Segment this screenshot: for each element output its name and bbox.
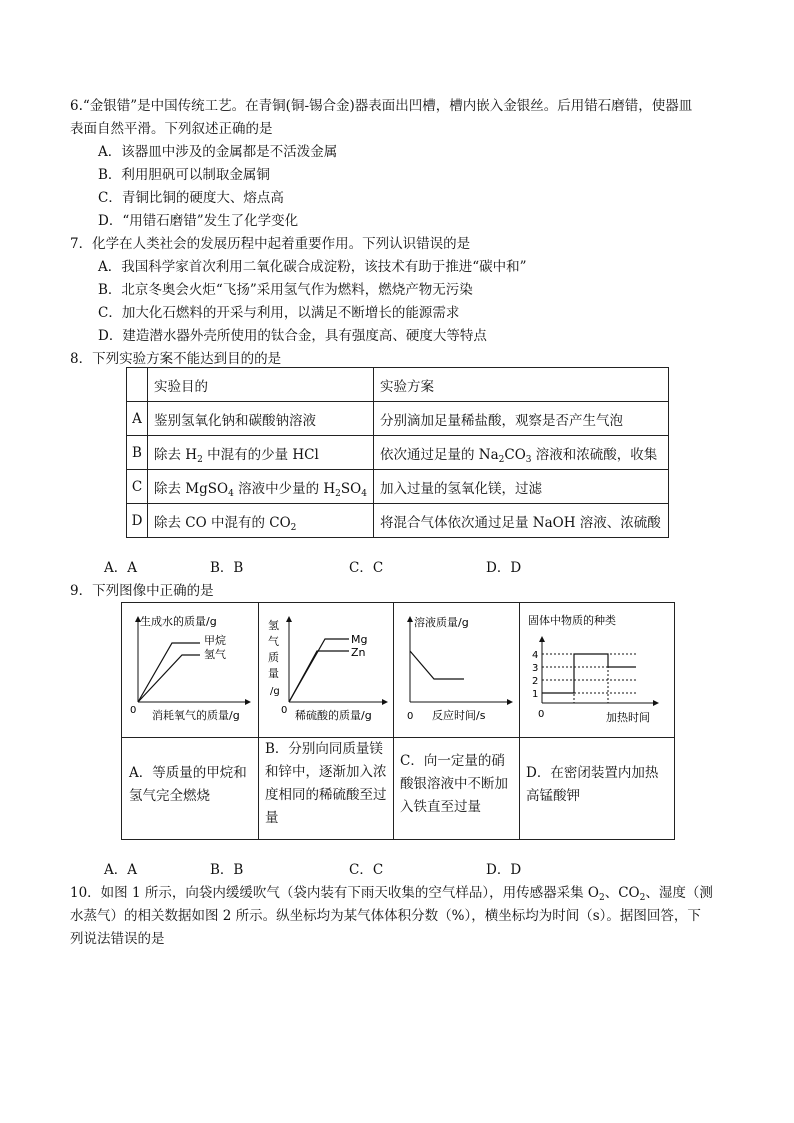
- q7-option-d: D．建造潜水器外壳所使用的钛合金，具有强度高、硬度大等特点: [98, 328, 487, 344]
- y-axis-label-char: /g: [270, 686, 280, 697]
- row-scheme: 分别滴加足量稀盐酸，观察是否产生气泡: [373, 402, 668, 436]
- q9-answer-c: C．C: [349, 862, 384, 878]
- row-label: C: [127, 470, 148, 504]
- q6-stem-line1: 6.“金银错”是中国传统工艺。在青铜(铜-锡合金)器表面出凹槽，槽内嵌入金银丝。后用错石磨错，使器皿: [70, 98, 693, 114]
- tick-label: 3: [532, 663, 539, 674]
- series-label-zn: Zn: [351, 646, 366, 659]
- q9-graph-grid: [121, 602, 675, 840]
- q6-option-d: D．“用错石磨错”发生了化学变化: [98, 213, 299, 229]
- q8-answer-c: C．C: [349, 560, 384, 576]
- q6-option-c: C．青铜比铜的硬度大、熔点高: [98, 190, 284, 206]
- tick-label: 4: [532, 650, 539, 661]
- q6-option-b: B．利用胆矾可以制取金属铜: [98, 167, 270, 183]
- y-axis-label-char: 气: [268, 635, 279, 648]
- origin-label: 0: [538, 709, 545, 720]
- q9-answer-d: D．D: [486, 862, 522, 878]
- series-line-mg: [289, 639, 349, 702]
- series-line-hydrogen: [138, 655, 200, 702]
- graph-a: [122, 603, 258, 737]
- table-row: [127, 402, 669, 436]
- series-label-methane: 甲烷: [204, 634, 226, 647]
- y-axis-label-char: 氢: [268, 619, 279, 632]
- table-row: [127, 436, 669, 470]
- row-label: A: [127, 402, 148, 436]
- q9-caption-a: A．等质量的甲烷和氢气完全燃烧: [129, 765, 247, 804]
- row-purpose: 除去 MgSO$_4$ 溶液中少量的 $H_2SO_4$: [148, 470, 374, 504]
- x-axis-label: 加热时间: [606, 711, 650, 724]
- header-scheme: 实验方案: [373, 368, 668, 402]
- series-label-mg: Mg: [351, 633, 368, 646]
- x-axis-label: 消耗氧气的质量/g: [152, 709, 240, 722]
- y-axis-label: 生成水的质量/g: [140, 615, 217, 628]
- header-purpose: 实验目的: [148, 368, 374, 402]
- y-axis-label-char: 质: [268, 651, 279, 664]
- y-axis-label: 溶液质量/g: [414, 616, 469, 629]
- x-axis-label: 反应时间/s: [432, 709, 486, 722]
- q9-answer-b: B．B: [210, 862, 244, 878]
- q7-option-c: C．加大化石燃料的开采与利用，以满足不断增长的能源需求: [98, 305, 460, 321]
- origin-label: 0: [407, 711, 414, 722]
- table-row: [127, 470, 669, 504]
- row-scheme: 将混合气体依次通过足量 NaOH 溶液、浓硫酸: [373, 504, 668, 538]
- row-scheme: 依次通过足量的 $Na_2CO_3$ 溶液和浓硫酸，收集: [373, 436, 668, 470]
- q8-answer-d: D．D: [486, 560, 522, 576]
- series-line-species-count: [542, 654, 636, 693]
- q9-stem: 9．下列图像中正确的是: [70, 583, 214, 599]
- q6-stem-line2: 表面自然平滑。下列叙述正确的是: [70, 121, 273, 137]
- row-label: D: [127, 504, 148, 538]
- q7-option-b: B．北京冬奥会火炬“飞扬”采用氢气作为燃料，燃烧产物无污染: [98, 282, 473, 298]
- row-purpose: 除去 CO 中混有的 $CO_2$: [148, 504, 374, 538]
- q9-caption-d: D．在密闭装置内加热高锰酸钾: [526, 765, 659, 804]
- q8-answer-a: A．A: [104, 560, 137, 576]
- series-line-solution-mass: [410, 651, 464, 679]
- q10-stem-line2: 水蒸气）的相关数据如图 2 所示。纵坐标均为某气体体积分数（%），横坐标均为时间（s）。据图回答，下: [70, 908, 701, 924]
- q10-stem-line3: 列说法错误的是: [70, 931, 165, 947]
- row-purpose: 除去 $H_2$ 中混有的少量 HCl: [148, 436, 374, 470]
- q9-answer-a: A．A: [104, 862, 137, 878]
- table-row: [127, 504, 669, 538]
- tick-label: 1: [532, 689, 539, 700]
- row-scheme: 加入过量的氢氧化镁，过滤: [373, 470, 668, 504]
- q7-stem: 7．化学在人类社会的发展历程中起着重要作用。下列认识错误的是: [70, 236, 471, 252]
- q10-stem-line1: 10．如图 1 所示，向袋内缓缓吹气（袋内装有下雨天收集的空气样品），用传感器采集 $O_2$、$CO_2$、湿度（测: [70, 885, 713, 903]
- q7-option-a: A．我国科学家首次利用二氧化碳合成淀粉，该技术有助于推进“碳中和”: [98, 259, 527, 275]
- table-row: [127, 368, 669, 402]
- q9-caption-b: B．分别向同质量镁和锌中，逐渐加入浓度相同的稀硫酸至过量: [265, 741, 387, 826]
- graph-b: [259, 603, 393, 737]
- graph-d: [520, 603, 674, 737]
- q6-option-a: A．该器皿中涉及的金属都是不活泼金属: [98, 144, 338, 160]
- row-label: B: [127, 436, 148, 470]
- q8-stem: 8．下列实验方案不能达到目的的是: [70, 351, 282, 367]
- y-axis-label: 固体中物质的种类: [528, 614, 616, 627]
- series-line-zn: [289, 651, 349, 702]
- x-axis-label: 稀硫酸的质量/g: [295, 709, 372, 722]
- y-axis-label-char: 量: [268, 667, 279, 680]
- q8-table: [126, 367, 669, 538]
- tick-label: 2: [532, 676, 539, 687]
- graph-c: [394, 603, 519, 737]
- row-purpose: 鉴别氢氧化钠和碳酸钠溶液: [148, 402, 374, 436]
- series-line-methane: [138, 643, 200, 702]
- series-label-hydrogen: 氢气: [204, 648, 226, 661]
- origin-label: 0: [130, 705, 137, 716]
- origin-label: 0: [281, 705, 288, 716]
- q8-answer-b: B．B: [210, 560, 244, 576]
- q9-caption-c: C．向一定量的硝酸银溶液中不断加入铁直至过量: [400, 753, 508, 815]
